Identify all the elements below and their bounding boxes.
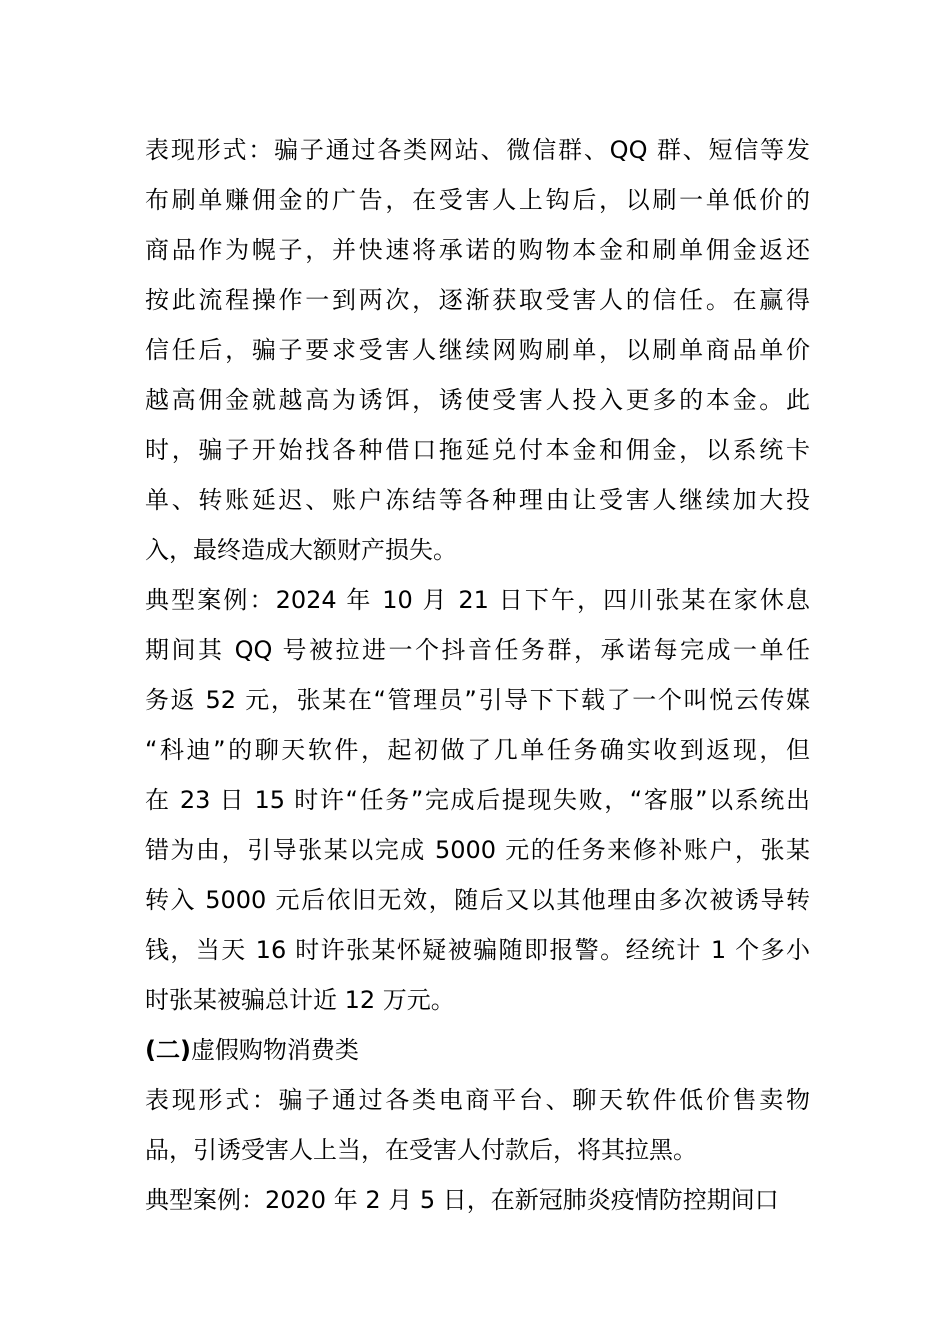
text-line: 入，最终造成大额财产损失。 [145,536,457,564]
paragraph-description-fake-shopping [145,1075,810,1175]
text-line: 典型案例：2024 年 10 月 21 日下午，四川张某在家休息 [145,586,810,614]
section-heading-number: (二) [145,1036,191,1064]
section-heading [145,1025,810,1075]
text-line: 表现形式：骗子通过各类电商平台、聊天软件低价售卖物 [145,1086,810,1114]
document-body [145,125,810,1225]
text-line: “科迪”的聊天软件，起初做了几单任务确实收到返现，但 [145,736,810,764]
text-line: 时张某被骗总计近 12 万元。 [145,986,455,1014]
text-line: 布刷单赚佣金的广告，在受害人上钩后，以刷一单低价的 [145,186,810,214]
section-heading-text: 虚假购物消费类 [190,1036,359,1064]
text-line: 单、转账延迟、账户冻结等各种理由让受害人继续加大投 [145,486,810,514]
text-line: 商品作为幌子，并快速将承诺的购物本金和刷单佣金返还 [145,236,810,264]
text-line: 表现形式：骗子通过各类网站、微信群、QQ 群、短信等发 [145,136,810,164]
paragraph-description-fake-order [145,125,810,575]
text-line: 期间其 QQ 号被拉进一个抖音任务群，承诺每完成一单任 [145,636,810,664]
text-line: 典型案例：2020 年 2 月 5 日，在新冠肺炎疫情防控期间口 [145,1186,779,1214]
text-line: 信任后，骗子要求受害人继续网购刷单，以刷单商品单价 [145,336,810,364]
text-line: 时，骗子开始找各种借口拖延兑付本金和佣金，以系统卡 [145,436,810,464]
text-line: 品，引诱受害人上当，在受害人付款后，将其拉黑。 [145,1136,697,1164]
text-line: 在 23 日 15 时许“任务”完成后提现失败，“客服”以系统出 [145,786,810,814]
paragraph-case-fake-order [145,575,810,1025]
text-line: 错为由，引导张某以完成 5000 元的任务来修补账户，张某 [145,836,810,864]
text-line: 按此流程操作一到两次，逐渐获取受害人的信任。在赢得 [145,286,810,314]
text-line: 越高佣金就越高为诱饵，诱使受害人投入更多的本金。此 [145,386,810,414]
text-line: 务返 52 元，张某在“管理员”引导下下载了一个叫悦云传媒 [145,686,810,714]
paragraph-case-fake-shopping [145,1175,810,1225]
text-line: 转入 5000 元后依旧无效，随后又以其他理由多次被诱导转 [145,886,810,914]
text-line: 钱，当天 16 时许张某怀疑被骗随即报警。经统计 1 个多小 [145,936,810,964]
